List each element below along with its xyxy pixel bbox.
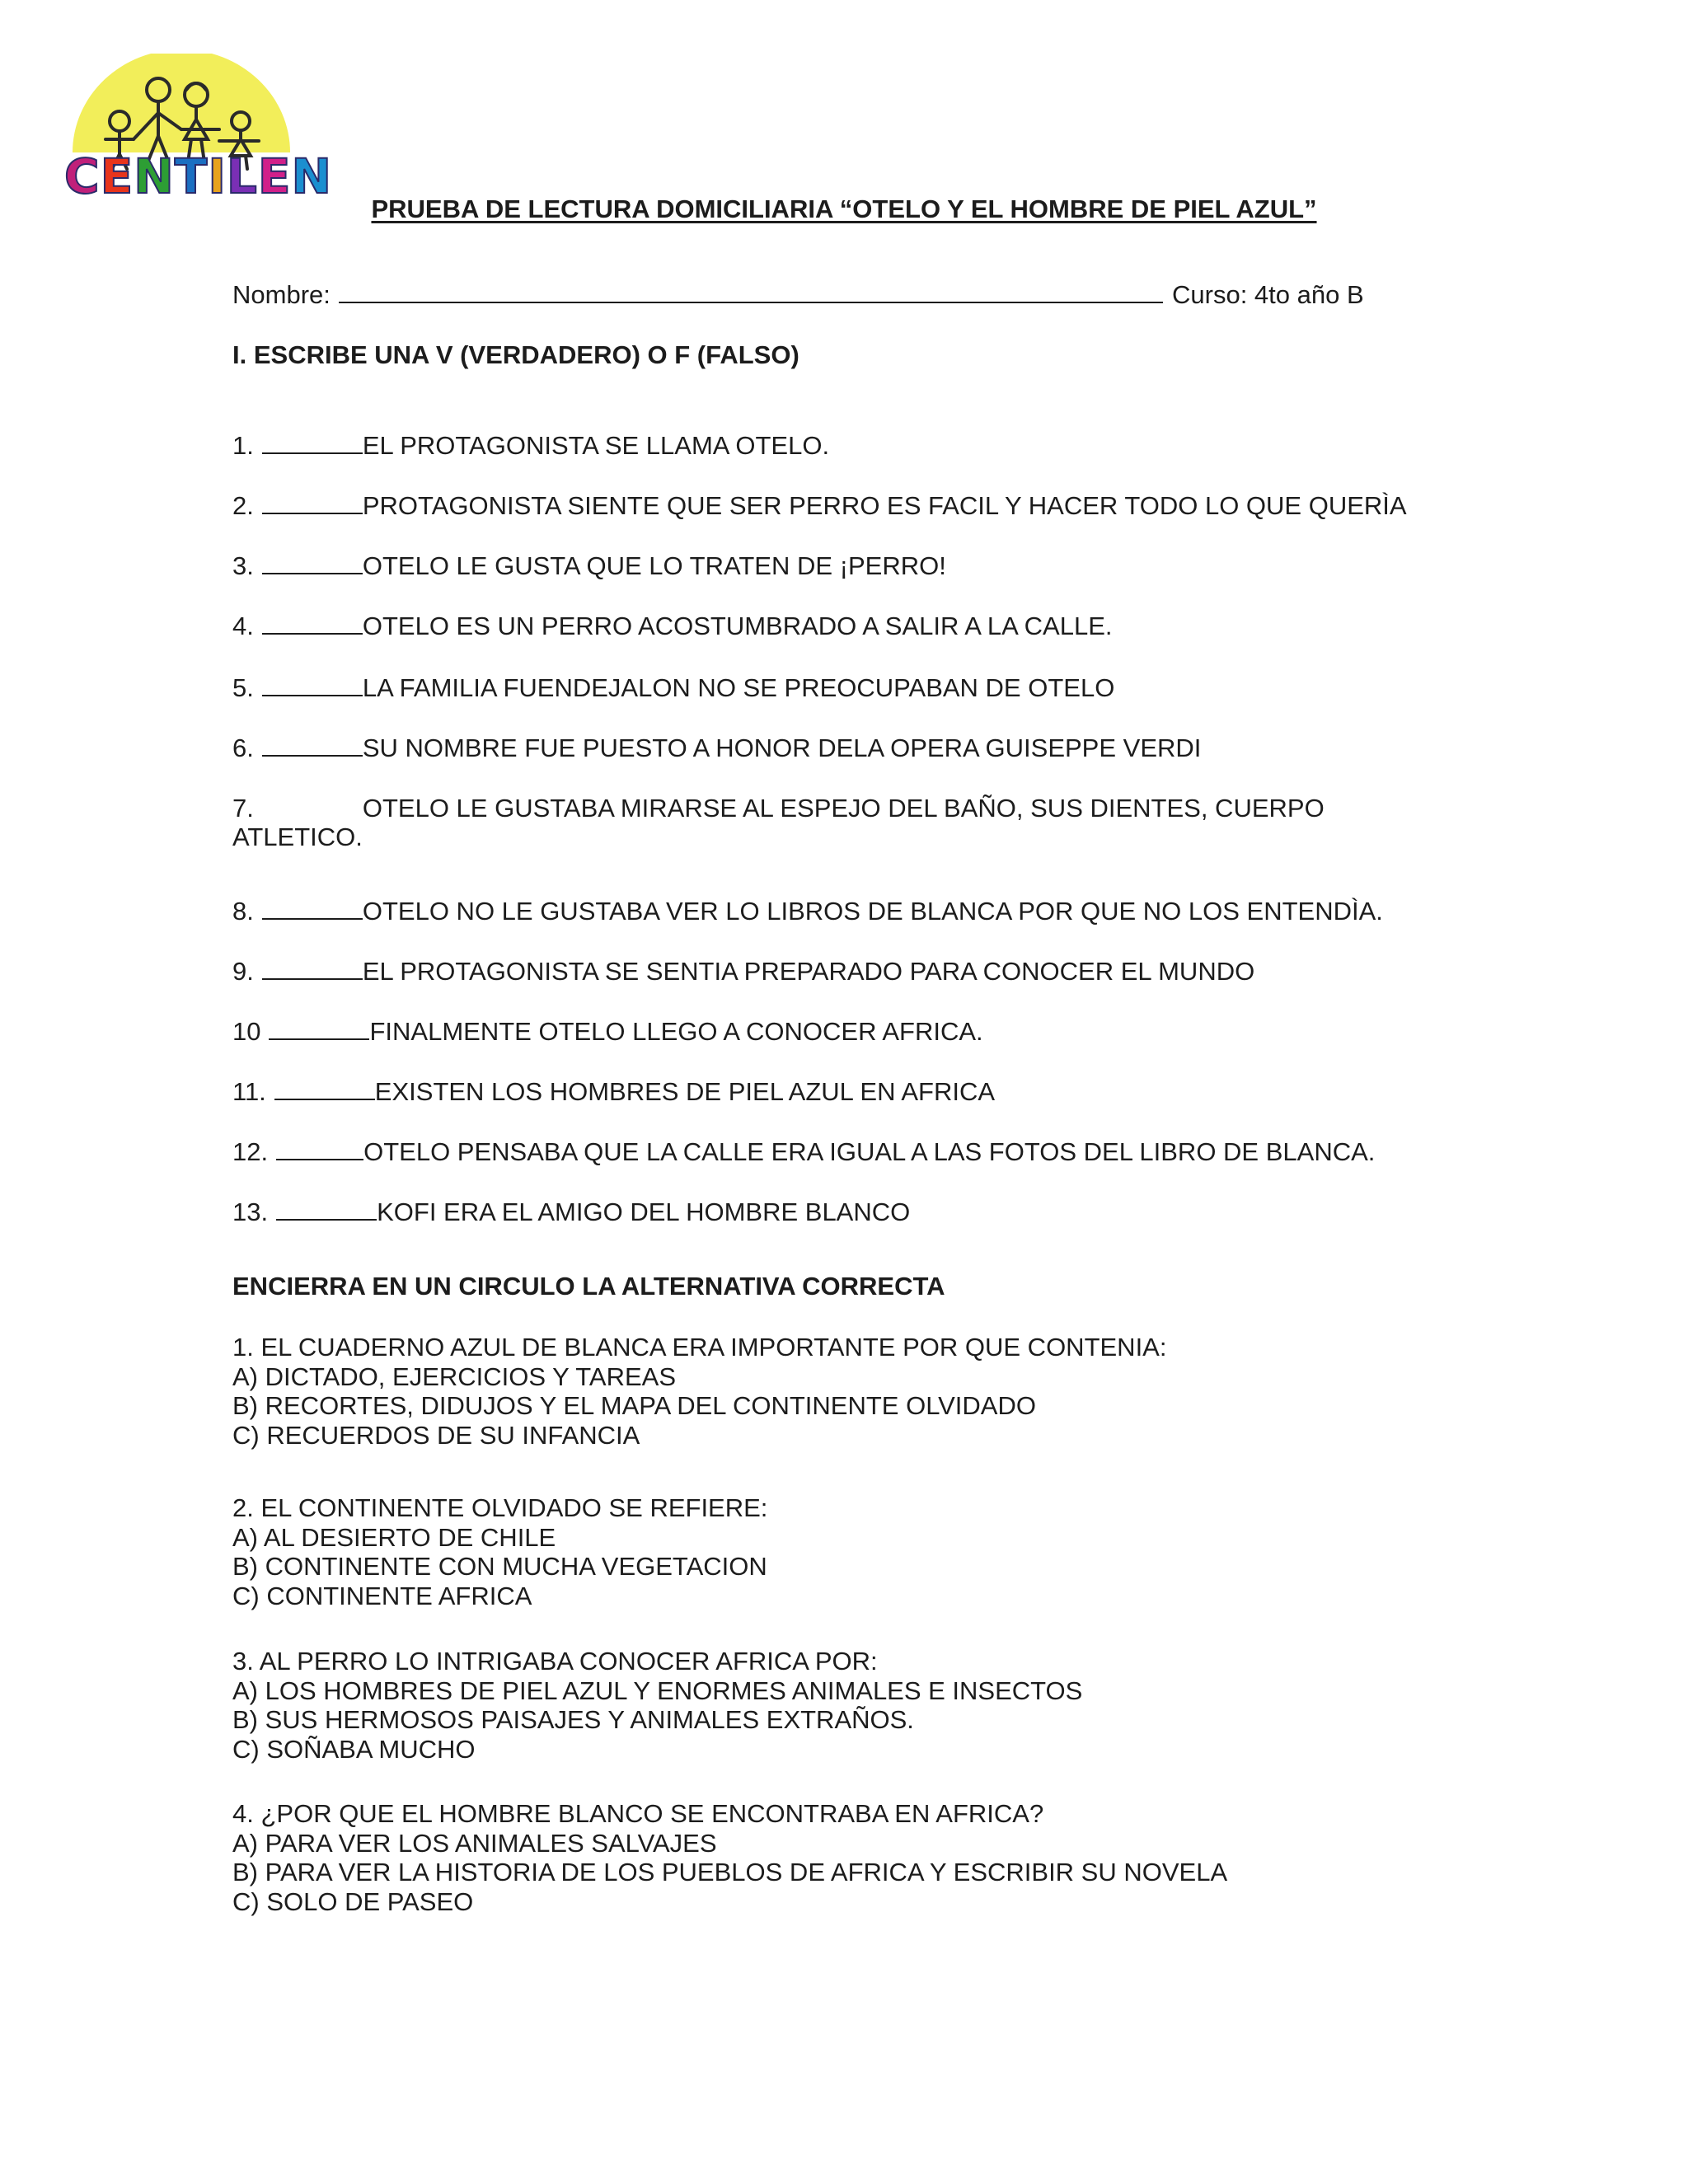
- true-false-item: [232, 1137, 1375, 1167]
- answer-blank[interactable]: [262, 673, 363, 696]
- item-text: EL PROTAGONISTA SE LLAMA OTELO.: [362, 431, 830, 460]
- centilen-logo: [58, 54, 333, 210]
- item-text: FINALMENTE OTELO LLEGO A CONOCER AFRICA.: [369, 1017, 983, 1046]
- logo-wordmark: CENTILEN: [64, 148, 333, 204]
- section2-heading: ENCIERRA EN UN CIRCULO LA ALTERNATIVA CORRECTA: [232, 1272, 945, 1301]
- answer-option[interactable]: C) CONTINENTE AFRICA: [232, 1581, 532, 1610]
- true-false-item: [232, 431, 829, 461]
- item-text: KOFI ERA EL AMIGO DEL HOMBRE BLANCO: [377, 1197, 911, 1226]
- true-false-item: [232, 957, 1254, 987]
- question-text: 4. ¿POR QUE EL HOMBRE BLANCO SE ENCONTRABA EN AFRICA?: [232, 1799, 1044, 1828]
- answer-blank[interactable]: [274, 1077, 375, 1100]
- true-false-item: [232, 1017, 983, 1047]
- item-number: 11.: [232, 1077, 266, 1106]
- answer-option[interactable]: A) AL DESIERTO DE CHILE: [232, 1522, 556, 1552]
- item-number: 12.: [232, 1137, 269, 1166]
- name-input-line[interactable]: [339, 280, 1163, 303]
- item-number: 1.: [232, 431, 254, 460]
- item-text-continuation: ATLETICO.: [232, 823, 363, 851]
- true-false-item: [232, 733, 1201, 763]
- true-false-item: [232, 551, 946, 581]
- item-number: 8.: [232, 897, 254, 926]
- answer-blank[interactable]: [262, 612, 363, 635]
- item-text: OTELO PENSABA QUE LA CALLE ERA IGUAL A LAS FOTOS DEL LIBRO DE BLANCA.: [363, 1137, 1376, 1166]
- name-label: Nombre:: [232, 280, 331, 309]
- true-false-item: [232, 673, 1114, 703]
- true-false-item: [232, 1077, 995, 1107]
- item-number: 2.: [232, 491, 254, 520]
- course-label: Curso: 4to año B: [1172, 280, 1364, 309]
- item-number: 13.: [232, 1197, 269, 1226]
- answer-blank[interactable]: [262, 431, 363, 454]
- answer-blank[interactable]: [262, 795, 363, 817]
- item-text: PROTAGONISTA SIENTE QUE SER PERRO ES FACIL Y HACER TODO LO QUE QUERÌA: [362, 491, 1407, 520]
- true-false-item: [232, 612, 1113, 641]
- answer-blank[interactable]: [269, 1017, 369, 1040]
- question-text: 3. AL PERRO LO INTRIGABA CONOCER AFRICA POR:: [232, 1647, 878, 1675]
- item-number: 9.: [232, 957, 254, 986]
- answer-option[interactable]: C) SOLO DE PASEO: [232, 1886, 474, 1916]
- answer-blank[interactable]: [262, 957, 363, 980]
- answer-option[interactable]: A) LOS HOMBRES DE PIEL AZUL Y ENORMES ANIMALES E INSECTOS: [232, 1675, 1083, 1705]
- name-row: [232, 280, 1173, 310]
- item-number: 3.: [232, 551, 254, 580]
- answer-option[interactable]: C) SOÑABA MUCHO: [232, 1734, 476, 1764]
- answer-blank[interactable]: [276, 1137, 363, 1160]
- item-text: LA FAMILIA FUENDEJALON NO SE PREOCUPABAN DE OTELO: [362, 673, 1115, 702]
- item-text: EXISTEN LOS HOMBRES DE PIEL AZUL EN AFRICA: [374, 1077, 996, 1106]
- answer-option[interactable]: B) PARA VER LA HISTORIA DE LOS PUEBLOS DE AFRICA Y ESCRIBIR SU NOVELA: [232, 1858, 1228, 1886]
- true-false-item: [232, 491, 1407, 521]
- question-text: 1. EL CUADERNO AZUL DE BLANCA ERA IMPORTANTE POR QUE CONTENIA:: [232, 1333, 1167, 1361]
- answer-option[interactable]: B) RECORTES, DIDUJOS Y EL MAPA DEL CONTINENTE OLVIDADO: [232, 1391, 1036, 1420]
- true-false-item: [232, 897, 1383, 926]
- answer-option[interactable]: B) CONTINENTE CON MUCHA VEGETACION: [232, 1552, 767, 1581]
- item-number: 6.: [232, 733, 254, 762]
- answer-blank[interactable]: [262, 897, 363, 920]
- section1-heading: I. ESCRIBE UNA V (VERDADERO) O F (FALSO): [232, 340, 799, 369]
- page-title: PRUEBA DE LECTURA DOMICILIARIA “OTELO Y EL HOMBRE DE PIEL AZUL”: [371, 194, 1317, 223]
- answer-option[interactable]: A) PARA VER LOS ANIMALES SALVAJES: [232, 1828, 717, 1858]
- item-number: 5.: [232, 673, 254, 702]
- answer-blank[interactable]: [276, 1197, 377, 1221]
- item-text: OTELO ES UN PERRO ACOSTUMBRADO A SALIR A LA CALLE.: [362, 612, 1113, 640]
- answer-blank[interactable]: [262, 733, 363, 757]
- item-text: SU NOMBRE FUE PUESTO A HONOR DELA OPERA GUISEPPE VERDI: [362, 733, 1202, 762]
- item-number: 7.: [232, 794, 254, 823]
- item-text: OTELO LE GUSTA QUE LO TRATEN DE ¡PERRO!: [362, 551, 946, 580]
- item-number: 10: [232, 1017, 261, 1046]
- answer-option[interactable]: B) SUS HERMOSOS PAISAJES Y ANIMALES EXTRAÑOS.: [232, 1705, 914, 1734]
- question-text: 2. EL CONTINENTE OLVIDADO SE REFIERE:: [232, 1493, 768, 1522]
- item-text: OTELO NO LE GUSTABA VER LO LIBROS DE BLANCA POR QUE NO LOS ENTENDÌA.: [362, 897, 1383, 926]
- answer-option[interactable]: A) DICTADO, EJERCICIOS Y TAREAS: [232, 1361, 677, 1391]
- item-text: OTELO LE GUSTABA MIRARSE AL ESPEJO DEL BAÑO, SUS DIENTES, CUERPO: [362, 794, 1325, 823]
- answer-blank[interactable]: [262, 551, 363, 574]
- true-false-item: [232, 1197, 910, 1227]
- item-text: EL PROTAGONISTA SE SENTIA PREPARADO PARA CONOCER EL MUNDO: [362, 957, 1255, 986]
- answer-blank[interactable]: [262, 491, 363, 514]
- answer-option[interactable]: C) RECUERDOS DE SU INFANCIA: [232, 1420, 640, 1450]
- true-false-item: [232, 794, 1325, 823]
- item-number: 4.: [232, 612, 254, 640]
